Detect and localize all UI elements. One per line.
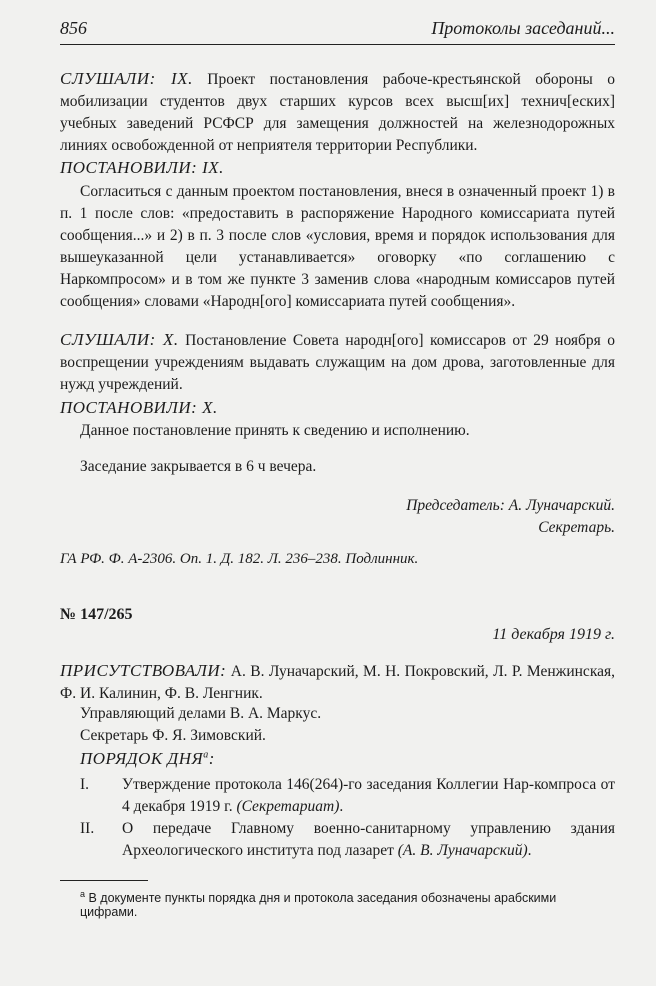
agenda-label: ПОРЯДОК ДНЯ <box>80 749 204 768</box>
slushali-ix-label: СЛУШАЛИ: IX. <box>60 69 193 88</box>
slushali-ix-paragraph <box>60 68 615 157</box>
agenda-item-ref: (А. В. Луначарский) <box>397 842 528 859</box>
footnote-text: В документе пункты порядка дня и протокола заседания обозначены арабскими цифрами. <box>80 891 557 920</box>
agenda-item-2 <box>80 818 615 862</box>
agenda-item-text: О передаче Главному военно-санитарному управлению здания Археологического института под лазарет (А. В. Луначарский). <box>122 820 615 859</box>
present-paragraph <box>60 660 615 705</box>
postanovili-x-text: Данное постановление принять к сведению и исполнению. <box>80 422 470 439</box>
agenda-item-text: Утверждение протокола 146(264)-го заседания Коллегии Нар-компроса от 4 декабря 1919 г. (Секретариат). <box>122 776 615 815</box>
running-title: Протоколы заседаний... <box>431 18 615 38</box>
secretary-signature: Секретарь. <box>538 519 615 536</box>
agenda-item-number: I. <box>80 776 90 793</box>
slushali-x-label: СЛУШАЛИ: X. <box>60 330 179 349</box>
slushali-ix-text: Проект постановления рабоче-крестьянской обороны о мобилизации студентов двух старших курсов всех высш[их] технич[еских] учебных заведений РСФСР для замещения должностей на железнодорожных линиях освобожденной от неприятеля территории Республики. <box>60 71 615 154</box>
closing-line: Заседание закрывается в 6 ч вечера. <box>80 458 317 475</box>
page-header <box>60 12 615 45</box>
manager-line: Управляющий делами В. А. Маркус. <box>80 705 322 722</box>
secretary-line: Секретарь Ф. Я. Зимовский. <box>80 727 266 744</box>
agenda-item-1 <box>80 774 615 818</box>
agenda-item-number: II. <box>80 820 95 837</box>
present-text: А. В. Луначарский, М. Н. Покровский, Л. Р. Менжинская, Ф. И. Калинин, Ф. В. Ленгник. <box>60 663 615 702</box>
chairman-signature: Председатель: А. Луначарский. <box>406 497 615 514</box>
agenda-heading: ПОРЯДОК $ДНЯ^а$: <box>80 749 215 768</box>
postanovili-x-label: ПОСТАНОВИЛИ: X. <box>60 398 218 417</box>
agenda-footnote-mark: а <box>203 749 209 761</box>
protocol-date: 11 декабря 1919 г. <box>492 626 615 643</box>
present-label: ПРИСУТСТВОВАЛИ: <box>60 661 227 680</box>
postanovili-ix-text: Согласиться с данным проектом постановления, внеся в означенный проект 1) в п. 1 после слов: «предоставить в распоряжение Народного комиссариата путей сообщения...» и 2) в п. 3 после слов «условия, время и порядок использования для вышеуказанной цели устанавливается» оговорку «по соглашению с Наркомпросом» и в том же пункте 3 заменив слова «народным комиссаров путей сообщения» словами «Народн[ого] комиссариата путей сообщения». <box>60 183 615 310</box>
agenda-item-ref: (Секретариат) <box>236 798 340 815</box>
page-number: 856 <box>60 18 87 38</box>
protocol-number: № 147/265 <box>60 606 133 623</box>
postanovili-ix-label: ПОСТАНОВИЛИ: IX. <box>60 158 224 177</box>
slushali-x-text: Постановление Совета народн[ого] комиссаров от 29 ноября о воспрещении учреждениям выдавать служащим на дом дрова, заготовленные для нужд учреждений. <box>60 332 615 393</box>
slushali-x-paragraph <box>60 329 615 396</box>
signatures <box>406 495 615 539</box>
footnote <box>80 889 615 919</box>
footnote-mark: а <box>80 889 86 899</box>
archive-source: ГА РФ. Ф. А-2306. Оп. 1. Д. 182. Л. 236–238. Подлинник. <box>60 551 419 567</box>
footnote-divider <box>60 880 148 881</box>
